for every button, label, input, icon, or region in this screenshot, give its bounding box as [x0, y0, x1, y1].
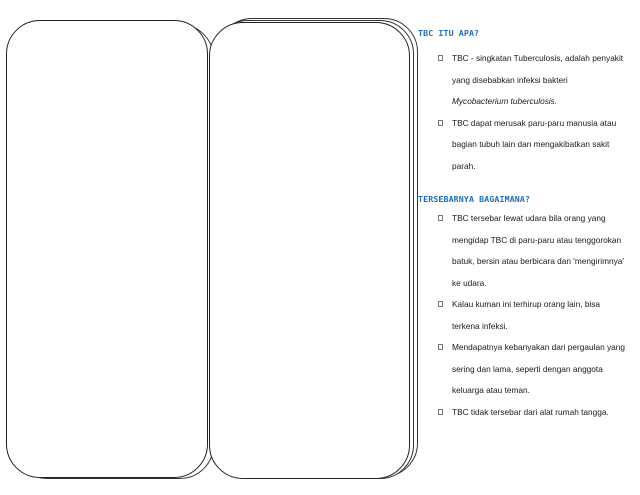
text-column: [418, 22, 634, 423]
list-item: [418, 48, 634, 113]
list-item-line: bagian tubuh lain dan mengakibatkan sakit: [452, 139, 610, 149]
list-item-line: terkena infeksi.: [452, 320, 508, 331]
list-item: [418, 402, 634, 424]
list-item-line: TBC - singkatan Tuberculosis, adalah penyakit: [452, 53, 624, 63]
middle-panel-front: [209, 22, 410, 479]
square-bullet-icon: [438, 120, 443, 126]
left-panel-front: [6, 20, 208, 478]
list-item: [418, 337, 634, 402]
list-item-line: Mycobacterium tuberculosis.: [452, 96, 558, 106]
list-item-line: TBC tersebar lewat udara bila orang yang: [452, 213, 606, 223]
list-item-line: batuk, bersin atau berbicara dan 'mengirimnya': [452, 256, 624, 266]
list-item-line: keluarga atau teman.: [452, 385, 530, 395]
list-item-line: ke udara.: [452, 277, 487, 288]
section-what-is-tbc: [418, 28, 634, 177]
list-item-line: mengidap TBC di paru-paru atau tenggorokan: [452, 234, 622, 245]
square-bullet-icon: [438, 215, 443, 221]
list-item: [418, 208, 634, 294]
section-heading-what-is-tbc: TBC ITU APA?: [418, 28, 480, 38]
list-item: [418, 113, 634, 178]
list-item-line: Kalau kuman ini terhirup orang lain, bisa: [452, 299, 601, 309]
list-item: [418, 294, 634, 337]
section-heading-spread: TERSEBARNYA BAGAIMANA?: [418, 194, 531, 204]
square-bullet-icon: [438, 344, 443, 350]
section-spread: [418, 194, 634, 423]
square-bullet-icon: [438, 409, 443, 415]
square-bullet-icon: [438, 55, 443, 61]
list-item-line: yang disebabkan infeksi bakteri: [452, 74, 568, 85]
list-item-line: sering dan lama, seperti dengan anggota: [452, 363, 603, 374]
list-item-line: TBC dapat merusak paru-paru manusia atau: [452, 117, 617, 128]
list-item-line: TBC tidak tersebar dari alat rumah tangga.: [452, 406, 609, 417]
square-bullet-icon: [438, 301, 443, 307]
list-item-line: Mendapatnya kebanyakan dari pergaulan yang: [452, 342, 625, 352]
list-item-line: parah.: [452, 160, 476, 171]
